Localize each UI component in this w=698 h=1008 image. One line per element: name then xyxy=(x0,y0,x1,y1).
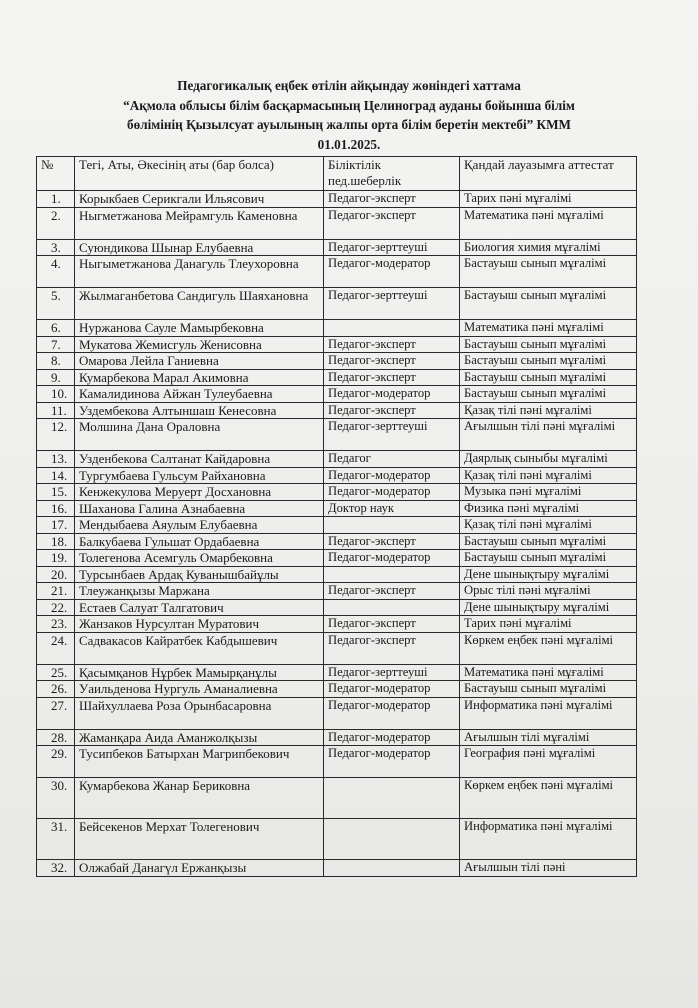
table-row xyxy=(37,467,637,484)
row-number: 8. xyxy=(37,353,75,370)
row-number: 1. xyxy=(37,191,75,208)
teacher-name: Мукатова Жемисгуль Женисовна xyxy=(75,336,324,353)
qualification-category: Педагог-модератор xyxy=(324,697,460,729)
row-number: 26. xyxy=(37,681,75,698)
table-row xyxy=(37,599,637,616)
position: Ағылшын тілі пәні мұғалімі xyxy=(460,419,637,451)
row-number: 6. xyxy=(37,320,75,337)
row-number: 24. xyxy=(37,632,75,664)
row-number: 11. xyxy=(37,402,75,419)
qualification-category xyxy=(324,860,460,877)
table-row xyxy=(37,746,637,778)
table-body xyxy=(37,191,637,877)
table-row xyxy=(37,583,637,600)
position: Дене шынықтыру мұғалімі xyxy=(460,566,637,583)
table-row xyxy=(37,697,637,729)
qualification-category: Доктор наук xyxy=(324,500,460,517)
qualification-category: Педагог-эксперт xyxy=(324,533,460,550)
table-row xyxy=(37,336,637,353)
teacher-name: Тусипбеков Батырхан Магрипбекович xyxy=(75,746,324,778)
position: Қазақ тілі пәні мұғалімі xyxy=(460,467,637,484)
column-header-qualification: Біліктілік пед.шеберлік xyxy=(324,157,460,191)
position: Математика пәні мұғалімі xyxy=(460,320,637,337)
teacher-name: Ныгыметжанова Данагуль Тлеухоровна xyxy=(75,256,324,288)
position: Орыс тілі пәні мұғалімі xyxy=(460,583,637,600)
table-row xyxy=(37,256,637,288)
position: География пәні мұғалімі xyxy=(460,746,637,778)
teacher-name: Нуржанова Сауле Мамырбековна xyxy=(75,320,324,337)
table-row xyxy=(37,239,637,256)
table-row xyxy=(37,664,637,681)
row-number: 32. xyxy=(37,860,75,877)
teacher-name: Тлеужанқызы Маржана xyxy=(75,583,324,600)
qualification-category: Педагог-эксперт xyxy=(324,353,460,370)
position: Бастауыш сынып мұғалімі xyxy=(460,533,637,550)
qualification-category: Педагог-модератор xyxy=(324,729,460,746)
table-row xyxy=(37,320,637,337)
teacher-name: Жылмаганбетова Сандигуль Шаяхановна xyxy=(75,288,324,320)
qualification-category xyxy=(324,517,460,534)
position: Дене шынықтыру мұғалімі xyxy=(460,599,637,616)
teacher-name: Уаильденова Нургуль Аманалиевна xyxy=(75,681,324,698)
qualification-category: Педагог-модератор xyxy=(324,550,460,567)
row-number: 30. xyxy=(37,778,75,819)
qualification-category: Педагог-эксперт xyxy=(324,402,460,419)
teacher-name: Узденбекова Салтанат Кайдаровна xyxy=(75,451,324,468)
row-number: 12. xyxy=(37,419,75,451)
qualification-category: Педагог-модератор xyxy=(324,256,460,288)
teacher-name: Камалидинова Айжан Тулеубаевна xyxy=(75,386,324,403)
position: Даярлық сыныбы мұғалімі xyxy=(460,451,637,468)
table-row xyxy=(37,729,637,746)
row-number: 29. xyxy=(37,746,75,778)
qualification-category: Педагог-эксперт xyxy=(324,369,460,386)
teacher-name: Мендыбаева Аяулым Елубаевна xyxy=(75,517,324,534)
row-number: 22. xyxy=(37,599,75,616)
qualification-category: Педагог-эксперт xyxy=(324,191,460,208)
teacher-name: Суюндикова Шынар Елубаевна xyxy=(75,239,324,256)
position: Бастауыш сынып мұғалімі xyxy=(460,353,637,370)
qualification-category: Педагог-эксперт xyxy=(324,616,460,633)
qualification-category: Педагог-эксперт xyxy=(324,583,460,600)
position: Бастауыш сынып мұғалімі xyxy=(460,336,637,353)
table-row xyxy=(37,550,637,567)
row-number: 17. xyxy=(37,517,75,534)
teacher-name: Уздембекова Алтыншаш Кенесовна xyxy=(75,402,324,419)
row-number: 16. xyxy=(37,500,75,517)
row-number: 31. xyxy=(37,819,75,860)
teacher-name: Кенжекулова Меруерт Досхановна xyxy=(75,484,324,501)
teacher-name: Садвакасов Кайратбек Кабдышевич xyxy=(75,632,324,664)
qualification-category: Педагог-зерттеуші xyxy=(324,664,460,681)
position: Музыка пәні мұғалімі xyxy=(460,484,637,501)
header-line-3: бөлімінің Қызылсуат ауылының жалпы орта білім беретін мектебі” КММ xyxy=(127,117,571,132)
row-number: 2. xyxy=(37,207,75,239)
position: Тарих пәні мұғалімі xyxy=(460,191,637,208)
row-number: 18. xyxy=(37,533,75,550)
qualification-category: Педагог xyxy=(324,451,460,468)
position: Математика пәні мұғалімі xyxy=(460,207,637,239)
row-number: 19. xyxy=(37,550,75,567)
position: Қазақ тілі пәні мұғалімі xyxy=(460,402,637,419)
row-number: 7. xyxy=(37,336,75,353)
qualification-category xyxy=(324,320,460,337)
position: Физика пәні мұғалімі xyxy=(460,500,637,517)
qualification-category: Педагог-модератор xyxy=(324,467,460,484)
qualification-category: Педагог-эксперт xyxy=(324,336,460,353)
qualification-category xyxy=(324,599,460,616)
teacher-name: Балкубаева Гульшат Ордабаевна xyxy=(75,533,324,550)
teacher-name: Кумарбекова Марал Акимовна xyxy=(75,369,324,386)
table-row xyxy=(37,402,637,419)
table-row xyxy=(37,288,637,320)
table-header-row xyxy=(37,157,637,191)
qualification-category xyxy=(324,566,460,583)
qualification-category: Педагог-модератор xyxy=(324,386,460,403)
teacher-name: Олжабай Данагүл Ержанқызы xyxy=(75,860,324,877)
header-line-2: “Ақмола облысы білім басқармасының Целиноград ауданы бойынша білім xyxy=(123,97,575,113)
column-header-number: № xyxy=(37,157,75,191)
table-row xyxy=(37,681,637,698)
row-number: 23. xyxy=(37,616,75,633)
position: Көркем еңбек пәні мұғалімі xyxy=(460,632,637,664)
teacher-name: Жанзаков Нурсултан Муратович xyxy=(75,616,324,633)
table-row xyxy=(37,484,637,501)
teacher-name: Молшина Дана Ораловна xyxy=(75,419,324,451)
teacher-name: Шаханова Галина Азнабаевна xyxy=(75,500,324,517)
row-number: 27. xyxy=(37,697,75,729)
teacher-name: Жаманқара Аида Аманжолқызы xyxy=(75,729,324,746)
row-number: 25. xyxy=(37,664,75,681)
position: Бастауыш сынып мұғалімі xyxy=(460,681,637,698)
table-row xyxy=(37,191,637,208)
table-row xyxy=(37,566,637,583)
row-number: 3. xyxy=(37,239,75,256)
position: Қазақ тілі пәні мұғалімі xyxy=(460,517,637,534)
position: Бастауыш сынып мұғалімі xyxy=(460,288,637,320)
teacher-name: Корыкбаев Серикгали Ильясович xyxy=(75,191,324,208)
table-row xyxy=(37,860,637,877)
row-number: 10. xyxy=(37,386,75,403)
qualification-category xyxy=(324,778,460,819)
table-row xyxy=(37,369,637,386)
table-row xyxy=(37,500,637,517)
position: Тарих пәні мұғалімі xyxy=(460,616,637,633)
position: Ағылшын тілі мұғалімі xyxy=(460,729,637,746)
table-row xyxy=(37,517,637,534)
row-number: 21. xyxy=(37,583,75,600)
table-row xyxy=(37,353,637,370)
position: Көркем еңбек пәні мұғалімі xyxy=(460,778,637,819)
table-row xyxy=(37,616,637,633)
qualification-category: Педагог-зерттеуші xyxy=(324,239,460,256)
position: Бастауыш сынып мұғалімі xyxy=(460,386,637,403)
qualification-category: Педагог-зерттеуші xyxy=(324,288,460,320)
position: Бастауыш сынып мұғалімі xyxy=(460,256,637,288)
teachers-table xyxy=(36,156,637,877)
teacher-name: Ныгметжанова Мейрамгуль Каменовна xyxy=(75,207,324,239)
teacher-name: Толегенова Асемгуль Омарбековна xyxy=(75,550,324,567)
table-row xyxy=(37,419,637,451)
position: Бастауыш сынып мұғалімі xyxy=(460,369,637,386)
qualification-category: Педагог-эксперт xyxy=(324,632,460,664)
row-number: 20. xyxy=(37,566,75,583)
table-row xyxy=(37,819,637,860)
row-number: 13. xyxy=(37,451,75,468)
table-row xyxy=(37,386,637,403)
position: Бастауыш сынып мұғалімі xyxy=(460,550,637,567)
column-header-name: Тегі, Аты, Әкесінің аты (бар болса) xyxy=(75,157,324,191)
row-number: 4. xyxy=(37,256,75,288)
table-row xyxy=(37,778,637,819)
qualification-category: Педагог-модератор xyxy=(324,484,460,501)
teacher-name: Шайхуллаева Роза Орынбасаровна xyxy=(75,697,324,729)
position: Биология химия мұғалімі xyxy=(460,239,637,256)
position: Математика пәні мұғалімі xyxy=(460,664,637,681)
header-date: 01.01.2025. xyxy=(317,136,381,152)
header-line-1: Педагогикалық еңбек өтілін айқындау жөніндегі хаттама xyxy=(177,78,521,93)
qualification-category: Педагог-модератор xyxy=(324,681,460,698)
row-number: 14. xyxy=(37,467,75,484)
teacher-name: Тургумбаева Гульсум Райхановна xyxy=(75,467,324,484)
column-header-position: Қандай лауазымға аттестат xyxy=(460,157,637,191)
qualification-category: Педагог-эксперт xyxy=(324,207,460,239)
row-number: 15. xyxy=(37,484,75,501)
teacher-name: Турсынбаев Ардақ Куванышбайұлы xyxy=(75,566,324,583)
row-number: 5. xyxy=(37,288,75,320)
teacher-name: Бейсекенов Мерхат Толегенович xyxy=(75,819,324,860)
teacher-name: Естаев Салуат Талгатович xyxy=(75,599,324,616)
table-row xyxy=(37,451,637,468)
table-row xyxy=(37,533,637,550)
qualification-category: Педагог-зерттеуші xyxy=(324,419,460,451)
qualification-category xyxy=(324,819,460,860)
teacher-name: Омарова Лейла Ганиевна xyxy=(75,353,324,370)
position: Ағылшын тілі пәні xyxy=(460,860,637,877)
teacher-name: Кумарбекова Жанар Бериковна xyxy=(75,778,324,819)
table-row xyxy=(37,632,637,664)
qualification-category: Педагог-модератор xyxy=(324,746,460,778)
position: Информатика пәні мұғалімі xyxy=(460,697,637,729)
row-number: 9. xyxy=(37,369,75,386)
teacher-name: Қасымқанов Нұрбек Мамырқанұлы xyxy=(75,664,324,681)
document-header xyxy=(0,76,698,154)
table-row xyxy=(37,207,637,239)
position: Информатика пәні мұғалімі xyxy=(460,819,637,860)
row-number: 28. xyxy=(37,729,75,746)
